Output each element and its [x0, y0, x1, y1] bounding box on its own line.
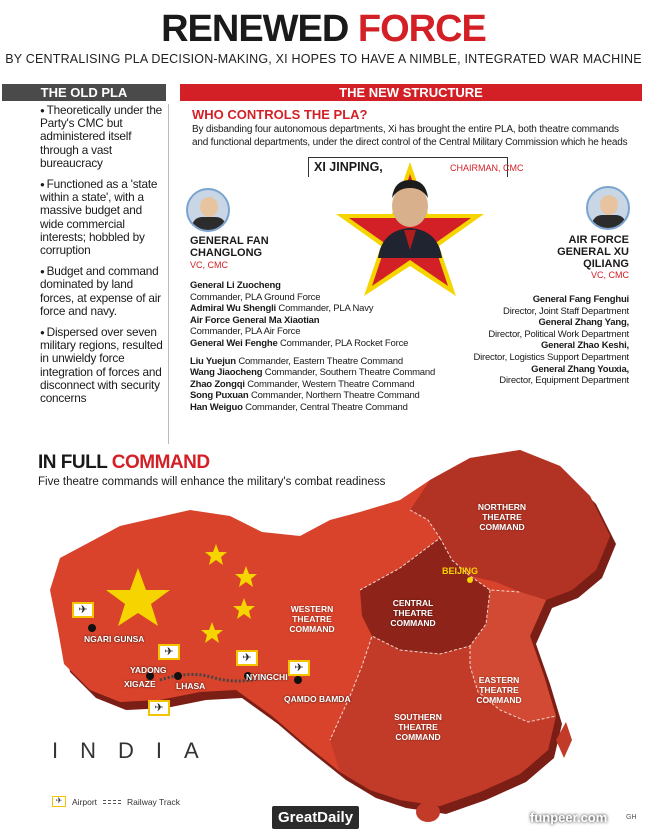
old-pla-item: ● Functioned as a 'state within a state', with a massive budget and wide commercial interests; hobbled by corruption	[40, 178, 164, 257]
airport-legend-icon: ✈	[52, 796, 66, 807]
title-red: FORCE	[357, 8, 486, 50]
service-commander-role: Commander, PLA Ground Force	[190, 291, 321, 303]
theatre-commander: Song Puxuan Commander, Northern Theatre Command	[190, 390, 420, 402]
airport-icon: ✈	[288, 660, 310, 676]
old-pla-list	[40, 104, 164, 413]
southern-theatre-label: SOUTHERN THEATRE COMMAND	[394, 712, 442, 742]
department-heads-list	[449, 294, 629, 387]
map-heading: IN FULL COMMAND	[38, 452, 210, 473]
theatre-commander: Wang Jiaocheng Commander, Southern Theatre Command	[190, 367, 436, 379]
place-lhasa: LHASA	[176, 681, 206, 691]
service-commander-role: Commander, PLA Air Force	[190, 326, 301, 338]
legend-airport-label: Airport	[72, 796, 98, 807]
theatre-commander: Liu Yuejun Commander, Eastern Theatre Command	[190, 355, 403, 367]
chairman-role: CHAIRMAN, CMC	[450, 163, 524, 173]
title-black: RENEWED	[161, 8, 349, 50]
eastern-theatre-label: EASTERN THEATRE COMMAND	[476, 675, 522, 705]
theatre-commander: Han Weiguo Commander, Central Theatre Command	[190, 401, 408, 413]
xu-qiliang-avatar	[586, 186, 630, 230]
central-theatre-label: CENTRAL THEATRE COMMAND	[390, 598, 436, 628]
service-commander: General Li Zuocheng	[190, 280, 281, 291]
place-qamdo-bamda: QAMDO BAMDA	[284, 694, 351, 704]
map-legend	[52, 796, 180, 807]
place-ngari-gunsa: NGARI GUNSA	[84, 634, 145, 644]
fan-changlong-avatar	[186, 188, 230, 232]
airport-icon: ✈	[158, 644, 180, 660]
page-subtitle: BY CENTRALISING PLA DECISION-MAKING, XI HOPES TO HAVE A NIMBLE, INTEGRATED WAR MACHINE	[5, 52, 642, 66]
department-head: General Fang Fenghui	[532, 294, 629, 305]
new-structure-heading: THE NEW STRUCTURE	[180, 84, 642, 101]
watermark-greatdaily: GreatDaily	[272, 806, 359, 829]
place-nyingchi: NYINGCHI	[246, 672, 288, 682]
old-pla-heading: THE OLD PLA	[2, 84, 166, 101]
chairman-name: XI JINPING,	[314, 160, 383, 174]
vc-left-role: VC, CMC	[190, 260, 228, 270]
map-subheading: Five theatre commands will enhance the military's combat readiness	[38, 476, 386, 488]
airport-icon: ✈	[236, 650, 258, 666]
india-label: INDIA	[52, 738, 221, 763]
airport-icon: ✈	[148, 700, 170, 716]
department-role: Director, Equipment Department	[499, 375, 629, 387]
department-role: Director, Political Work Department	[488, 328, 629, 340]
vc-right-role: VC, CMC	[591, 270, 629, 280]
department-role: Director, Joint Staff Department	[503, 305, 629, 317]
department-head: General Zhang Youxia,	[531, 363, 629, 375]
vc-left-name: GENERAL FAN CHANGLONG	[190, 235, 269, 259]
page-title	[0, 8, 647, 51]
theatre-commander: Zhao Zongqi Commander, Western Theatre Command	[190, 378, 415, 390]
airport-icon: ✈	[72, 602, 94, 618]
who-controls-heading: WHO CONTROLS THE PLA?	[192, 107, 368, 122]
northern-theatre-label: NORTHERN THEATRE COMMAND	[477, 502, 527, 532]
department-head: General Zhang Yang,	[538, 317, 629, 329]
western-theatre-label: WESTERN THEATRE COMMAND	[289, 604, 335, 634]
watermark-funpeer: funpeer.com	[530, 810, 608, 825]
department-role: Director, Logistics Support Department	[473, 351, 629, 363]
beijing-label: BEIJING	[442, 566, 479, 576]
railway-legend-icon	[103, 800, 121, 804]
column-divider	[168, 104, 169, 444]
new-structure-intro: By disbanding four autonomous departments, Xi has brought the entire PLA, both theatre commands and functional departments, under the direct control of the Central Military Commission which he heads	[192, 124, 628, 148]
commanders-list	[190, 280, 440, 414]
department-head: General Zhao Keshi,	[540, 340, 629, 352]
vc-right-name: AIR FORCE GENERAL XU QILIANG	[557, 234, 629, 270]
service-commander: Admiral Wu Shengli Commander, PLA Navy	[190, 303, 374, 315]
old-pla-item: ● Theoretically under the Party's CMC but administered itself through a vast bureaucracy	[40, 104, 164, 170]
graphic-credit: GH	[626, 814, 637, 821]
service-commander: General Wei Fenghe Commander, PLA Rocket Force	[190, 337, 409, 349]
place-xigaze: XIGAZE	[124, 679, 156, 689]
legend-rail-label: Railway Track	[127, 796, 180, 807]
old-pla-item: ● Budget and command dominated by land forces, at expense of air force and navy.	[40, 265, 164, 318]
old-pla-item: ● Dispersed over seven military regions, resulted in unwieldy force integration of forces and disconnect with security concerns	[40, 326, 164, 405]
service-commander: Air Force General Ma Xiaotian	[190, 314, 320, 326]
chairman-star-portrait	[330, 158, 490, 298]
place-yadong: YADONG	[130, 665, 167, 675]
